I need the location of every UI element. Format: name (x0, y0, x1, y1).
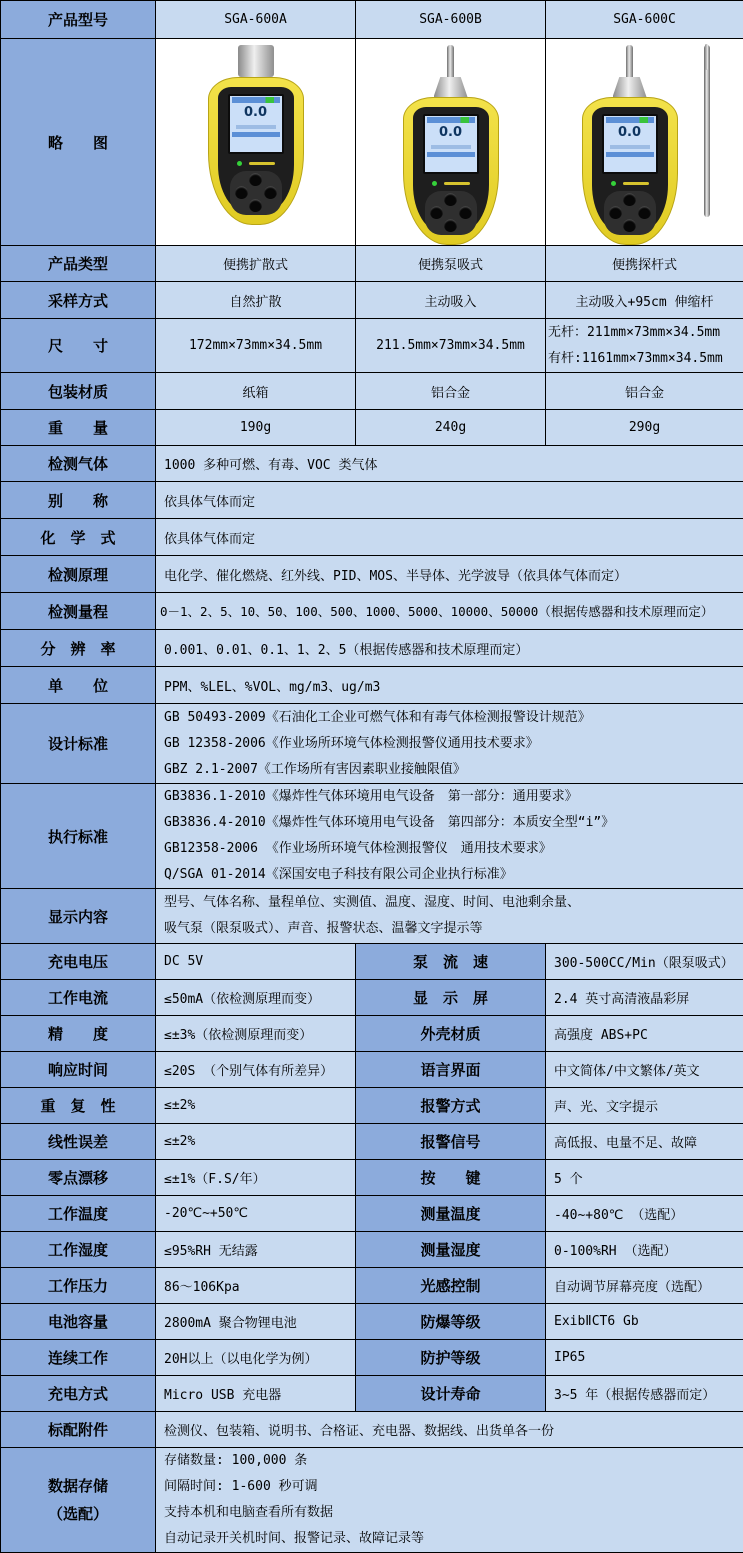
label-product-model: 产品型号 (1, 1, 156, 39)
brand-mark (444, 182, 470, 185)
value-explosion-proof-grade: ExibⅡCT6 Gb (546, 1304, 743, 1340)
value-exec-standard (156, 784, 743, 889)
sensor-cap (434, 77, 468, 97)
value-design-standard (156, 704, 743, 784)
product-image-a (156, 39, 356, 246)
device-screen (228, 94, 284, 154)
device-screen (423, 114, 479, 174)
value-working-humidity: ≤95%RH 无结露 (156, 1232, 356, 1268)
value-detect-principle: 电化学、催化燃烧、红外线、PID、MOS、半导体、光学波导（依具体气体而定） (156, 556, 743, 593)
screen-detail (431, 145, 471, 149)
label-sampling-method: 采样方式 (1, 282, 156, 319)
value-measure-temperature: -40~+80℃ （选配） (546, 1196, 743, 1232)
label-response-time: 响应时间 (1, 1052, 156, 1088)
value-working-pressure: 86～106Kpa (156, 1268, 356, 1304)
label-detect-range: 检测量程 (1, 593, 156, 630)
dimensions-c-with-rod: 有杆:1161mm×73mm×34.5mm (548, 346, 741, 372)
led-row (218, 157, 294, 169)
label-detect-principle: 检测原理 (1, 556, 156, 593)
device-screen (602, 114, 658, 174)
screen-detail (427, 152, 475, 157)
value-sampling-b: 主动吸入 (356, 282, 546, 319)
label-weight: 重 量 (1, 410, 156, 446)
device-panel (413, 107, 489, 233)
value-charge-voltage: DC 5V (156, 944, 356, 980)
exec-standard-line: GB12358-2006 《作业场所环境气体检测报警仪 通用技术要求》 (164, 836, 735, 862)
data-storage-line: 支持本机和电脑查看所有数据 (164, 1500, 735, 1526)
label-measure-temperature: 测量温度 (356, 1196, 546, 1232)
exec-standard-line: GB3836.1-2010《爆炸性气体环境用电气设备 第一部分：通用要求》 (164, 784, 735, 810)
label-dimensions: 尺 寸 (1, 319, 156, 373)
value-data-storage (156, 1448, 743, 1553)
label-charge-voltage: 充电电压 (1, 944, 156, 980)
value-product-type-b: 便携泵吸式 (356, 246, 546, 282)
exec-standard-line: Q/SGA 01-2014《深国安电子科技有限公司企业执行标准》 (164, 862, 735, 888)
value-alarm-mode: 声、光、文字提示 (546, 1088, 743, 1124)
label-design-life: 设计寿命 (356, 1376, 546, 1412)
label-keys: 按 键 (356, 1160, 546, 1196)
label-alarm-mode: 报警方式 (356, 1088, 546, 1124)
data-storage-label-line: 数据存储 (4, 1472, 152, 1500)
screen-detail (610, 145, 650, 149)
label-language: 语言界面 (356, 1052, 546, 1088)
power-led (611, 181, 616, 186)
label-unit: 单 位 (1, 667, 156, 704)
value-accessories: 检测仪、包装箱、说明书、合格证、充电器、数据线、出货单各一份 (156, 1412, 743, 1448)
label-data-storage (1, 1448, 156, 1553)
enter-button (249, 199, 262, 212)
label-working-current: 工作电流 (1, 980, 156, 1016)
display-content-line: 吸气泵（限泵吸式）、声音、报警状态、温馨文字提示等 (164, 916, 735, 942)
label-design-standard: 设计标准 (1, 704, 156, 784)
screen-detail (232, 132, 280, 137)
data-storage-line: 间隔时间: 1-600 秒可调 (164, 1474, 735, 1500)
label-accuracy: 精 度 (1, 1016, 156, 1052)
value-dimensions-c (546, 319, 743, 373)
label-pump-flow: 泵 流 速 (356, 944, 546, 980)
label-linearity-error: 线性误差 (1, 1124, 156, 1160)
design-standard-line: GBZ 2.1-2007《工作场所有害因素职业接触限值》 (164, 757, 735, 783)
label-display-screen: 显 示 屏 (356, 980, 546, 1016)
value-chemical-formula: 依具体气体而定 (156, 519, 743, 556)
value-zero-drift: ≤±1%（F.S/年） (156, 1160, 356, 1196)
value-sampling-c: 主动吸入+95cm 伸缩杆 (546, 282, 743, 319)
right-button (459, 206, 472, 219)
label-battery-capacity: 电池容量 (1, 1304, 156, 1340)
label-detect-gas: 检测气体 (1, 446, 156, 482)
menu-button (249, 173, 262, 186)
label-alarm-signal: 报警信号 (356, 1124, 546, 1160)
value-model-b: SGA-600B (356, 1, 546, 39)
sensor-cap (613, 77, 647, 97)
value-battery-capacity: 2800mA 聚合物锂电池 (156, 1304, 356, 1340)
label-working-temperature: 工作温度 (1, 1196, 156, 1232)
exec-standard-line: GB3836.4-2010《爆炸性气体环境用电气设备 第四部分：本质安全型“i”》 (164, 810, 735, 836)
device-c (580, 45, 680, 245)
value-pump-flow: 300-500CC/Min（限泵吸式） (546, 944, 743, 980)
button-pad (604, 191, 656, 235)
product-image-b (356, 39, 546, 246)
value-response-time: ≤20S （个别气体有所差异） (156, 1052, 356, 1088)
device-panel (218, 87, 294, 213)
data-storage-label-line: （选配） (4, 1500, 152, 1528)
device-a (206, 45, 306, 225)
data-storage-line: 自动记录开关机时间、报警记录、故障记录等 (164, 1526, 735, 1552)
enter-button (444, 219, 457, 232)
label-charging-method: 充电方式 (1, 1376, 156, 1412)
device-b (401, 45, 501, 245)
label-alias: 别 称 (1, 482, 156, 519)
product-image-c (546, 39, 743, 246)
value-weight-c: 290g (546, 410, 743, 446)
value-working-temperature: -20℃~+50℃ (156, 1196, 356, 1232)
screen-value: 0.0 (425, 123, 477, 143)
label-display-content: 显示内容 (1, 889, 156, 944)
led-row (592, 177, 668, 189)
label-shell-material: 外壳材质 (356, 1016, 546, 1052)
screen-detail (606, 152, 654, 157)
value-dimensions-b: 211.5mm×73mm×34.5mm (356, 319, 546, 373)
data-storage-line: 存储数量: 100,000 条 (164, 1448, 735, 1474)
button-pad (230, 171, 282, 215)
brand-mark (249, 162, 275, 165)
button-pad (425, 191, 477, 235)
value-packaging-c: 铝合金 (546, 373, 743, 410)
label-measure-humidity: 测量湿度 (356, 1232, 546, 1268)
value-alias: 依具体气体而定 (156, 482, 743, 519)
label-working-pressure: 工作压力 (1, 1268, 156, 1304)
label-sketch: 略 图 (1, 39, 156, 246)
right-button (638, 206, 651, 219)
value-repeatability: ≤±2% (156, 1088, 356, 1124)
value-packaging-b: 铝合金 (356, 373, 546, 410)
label-explosion-proof-grade: 防爆等级 (356, 1304, 546, 1340)
value-weight-a: 190g (156, 410, 356, 446)
power-led (237, 161, 242, 166)
enter-button (623, 219, 636, 232)
left-button (430, 206, 443, 219)
value-detect-range: 0－1、2、5、10、50、100、500、1000、5000、10000、50000（根据传感器和技术原理而定） (156, 593, 743, 630)
label-continuous-operation: 连续工作 (1, 1340, 156, 1376)
label-protection-grade: 防护等级 (356, 1340, 546, 1376)
menu-button (444, 193, 457, 206)
label-product-type: 产品类型 (1, 246, 156, 282)
screen-value: 0.0 (604, 123, 656, 143)
value-packaging-a: 纸箱 (156, 373, 356, 410)
value-linearity-error: ≤±2% (156, 1124, 356, 1160)
value-design-life: 3~5 年（根据传感器而定） (546, 1376, 743, 1412)
label-working-humidity: 工作湿度 (1, 1232, 156, 1268)
value-model-c: SGA-600C (546, 1, 743, 39)
device-body (582, 97, 678, 245)
led-row (413, 177, 489, 189)
sensor-probe (626, 45, 633, 77)
value-display-content (156, 889, 743, 944)
value-light-control: 自动调节屏幕亮度（选配） (546, 1268, 743, 1304)
label-chemical-formula: 化 学 式 (1, 519, 156, 556)
display-content-line: 型号、气体名称、量程单位、实测值、温度、湿度、时间、电池剩余量、 (164, 890, 735, 916)
brand-mark (623, 182, 649, 185)
menu-button (623, 193, 636, 206)
value-unit: PPM、%LEL、%VOL、mg/m3、ug/m3 (156, 667, 743, 704)
value-sampling-a: 自然扩散 (156, 282, 356, 319)
value-charging-method: Micro USB 充电器 (156, 1376, 356, 1412)
value-display-screen: 2.4 英寸高清液晶彩屏 (546, 980, 743, 1016)
value-product-type-a: 便携扩散式 (156, 246, 356, 282)
value-measure-humidity: 0-100%RH （选配） (546, 1232, 743, 1268)
value-shell-material: 高强度 ABS+PC (546, 1016, 743, 1052)
label-resolution: 分 辨 率 (1, 630, 156, 667)
design-standard-line: GB 12358-2006《作业场所环境气体检测报警仪通用技术要求》 (164, 731, 735, 757)
label-zero-drift: 零点漂移 (1, 1160, 156, 1196)
value-detect-gas: 1000 多种可燃、有毒、VOC 类气体 (156, 446, 743, 482)
sensor-probe (447, 45, 454, 77)
label-packaging-material: 包装材质 (1, 373, 156, 410)
screen-detail (236, 125, 276, 129)
value-protection-grade: IP65 (546, 1340, 743, 1376)
device-panel (592, 107, 668, 233)
value-language: 中文简体/中文繁体/英文 (546, 1052, 743, 1088)
right-button (264, 186, 277, 199)
power-led (432, 181, 437, 186)
label-light-control: 光感控制 (356, 1268, 546, 1304)
value-working-current: ≤50mA（依检测原理而变） (156, 980, 356, 1016)
value-continuous-operation: 20H以上（以电化学为例） (156, 1340, 356, 1376)
value-weight-b: 240g (356, 410, 546, 446)
telescopic-rod (704, 45, 710, 217)
left-button (609, 206, 622, 219)
design-standard-line: GB 50493-2009《石油化工企业可燃气体和有毒气体检测报警设计规范》 (164, 705, 735, 731)
value-product-type-c: 便携探杆式 (546, 246, 743, 282)
dimensions-c-no-rod: 无杆：211mm×73mm×34.5mm (548, 320, 741, 346)
label-accessories: 标配附件 (1, 1412, 156, 1448)
value-model-a: SGA-600A (156, 1, 356, 39)
label-exec-standard: 执行标准 (1, 784, 156, 889)
sensor-cap (238, 45, 274, 77)
left-button (235, 186, 248, 199)
label-repeatability: 重 复 性 (1, 1088, 156, 1124)
screen-value: 0.0 (230, 103, 282, 123)
device-body (403, 97, 499, 245)
value-accuracy: ≤±3%（依检测原理而变） (156, 1016, 356, 1052)
device-body (208, 77, 304, 225)
value-resolution: 0.001、0.01、0.1、1、2、5（根据传感器和技术原理而定） (156, 630, 743, 667)
value-alarm-signal: 高低报、电量不足、故障 (546, 1124, 743, 1160)
value-keys: 5 个 (546, 1160, 743, 1196)
value-dimensions-a: 172mm×73mm×34.5mm (156, 319, 356, 373)
